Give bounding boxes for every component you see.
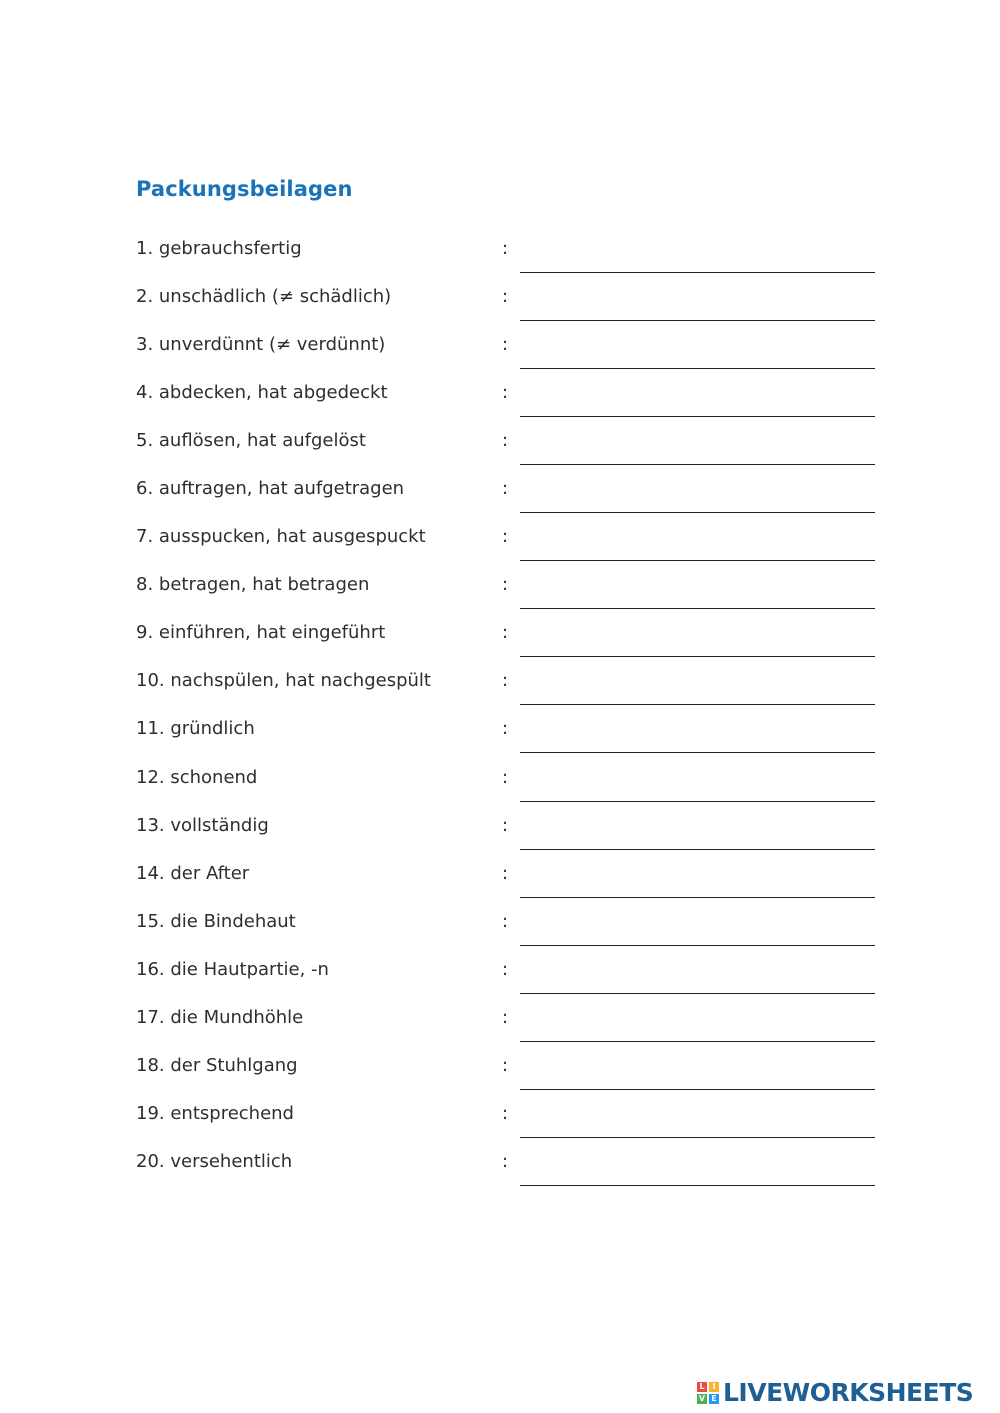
term-label: 4. abdecken, hat abgedeckt: [136, 382, 388, 404]
term-label: 3. unverdünnt (≠ verdünnt): [136, 334, 386, 356]
separator-colon: :: [502, 430, 509, 452]
answer-input[interactable]: [520, 671, 875, 705]
separator-colon: :: [502, 238, 509, 259]
term-label: 11. gründlich: [136, 718, 255, 740]
answer-input[interactable]: [520, 239, 875, 273]
answer-input[interactable]: [520, 816, 875, 850]
term-label: 15. die Bindehaut: [136, 910, 296, 932]
term-label: 20. versehentlich: [136, 1150, 293, 1172]
answer-input[interactable]: [520, 864, 875, 898]
term-label: 6. auftragen, hat aufgetragen: [136, 478, 405, 500]
logo-letter: E: [709, 1394, 719, 1404]
list-item: [0, 899, 1000, 947]
term-label: 10. nachspülen, hat nachgespült: [136, 670, 431, 692]
separator-colon: :: [502, 1006, 509, 1028]
term-label: 5. auflösen, hat aufgelöst: [136, 430, 366, 452]
term-label: 7. ausspucken, hat ausgespuckt: [136, 526, 426, 548]
answer-input[interactable]: [520, 719, 875, 753]
separator-colon: :: [502, 670, 509, 692]
term-label: 14. der After: [136, 862, 250, 884]
separator-colon: :: [502, 862, 509, 884]
answer-input[interactable]: [520, 623, 875, 657]
list-item: [0, 466, 1000, 514]
list-item: [0, 1091, 1000, 1139]
list-item: [0, 755, 1000, 803]
list-item: [0, 226, 1000, 274]
answer-input[interactable]: [520, 960, 875, 994]
separator-colon: :: [502, 1150, 509, 1172]
term-label: 17. die Mundhöhle: [136, 1006, 304, 1028]
worksheet-title: Packungsbeilagen: [136, 177, 353, 201]
list-item: [0, 322, 1000, 370]
separator-colon: :: [502, 286, 509, 308]
list-item: [0, 562, 1000, 610]
answer-input[interactable]: [520, 768, 875, 802]
term-label: 19. entsprechend: [136, 1102, 294, 1124]
list-item: [0, 610, 1000, 658]
separator-colon: :: [502, 622, 509, 644]
separator-colon: :: [502, 718, 509, 740]
separator-colon: :: [502, 766, 509, 788]
separator-colon: :: [502, 334, 509, 356]
separator-colon: :: [502, 814, 509, 836]
term-label: 8. betragen, hat betragen: [136, 574, 370, 596]
list-item: [0, 418, 1000, 466]
answer-input[interactable]: [520, 287, 875, 321]
term-label: 1. gebrauchsfertig: [136, 238, 302, 259]
list-item: [0, 1139, 1000, 1187]
list-item: [0, 706, 1000, 754]
list-item: [0, 370, 1000, 418]
separator-colon: :: [502, 526, 509, 548]
answer-input[interactable]: [520, 1104, 875, 1138]
term-label: 13. vollständig: [136, 814, 269, 836]
separator-colon: :: [502, 382, 509, 404]
list-item: [0, 658, 1000, 706]
term-label: 18. der Stuhlgang: [136, 1054, 298, 1076]
logo-letter: I: [709, 1382, 719, 1392]
logo-letter: V: [698, 1394, 706, 1403]
separator-colon: :: [502, 910, 509, 932]
vocabulary-list: [0, 226, 1000, 1187]
list-item: [0, 514, 1000, 562]
answer-input[interactable]: [520, 383, 875, 417]
answer-input[interactable]: [520, 912, 875, 946]
separator-colon: :: [502, 478, 509, 500]
list-item: [0, 1043, 1000, 1091]
answer-input[interactable]: [520, 335, 875, 369]
answer-input[interactable]: [520, 1056, 875, 1090]
answer-input[interactable]: [520, 527, 875, 561]
liveworksheets-wordmark: LIVEWORKSHEETS: [723, 1378, 974, 1407]
term-label: 2. unschädlich (≠ schädlich): [136, 286, 392, 308]
logo-letter: L: [697, 1382, 707, 1392]
answer-input[interactable]: [520, 1152, 875, 1186]
list-item: [0, 803, 1000, 851]
separator-colon: :: [502, 1054, 509, 1076]
separator-colon: :: [502, 1102, 509, 1124]
term-label: 9. einführen, hat eingeführt: [136, 622, 386, 644]
liveworksheets-branding: [697, 1378, 973, 1408]
list-item: [0, 274, 1000, 322]
list-item: [0, 947, 1000, 995]
separator-colon: :: [502, 574, 509, 596]
separator-colon: :: [502, 958, 509, 980]
liveworksheets-logo-icon: [697, 1382, 719, 1404]
answer-input[interactable]: [520, 431, 875, 465]
answer-input[interactable]: [520, 479, 875, 513]
list-item: [0, 851, 1000, 899]
term-label: 12. schonend: [136, 766, 258, 788]
answer-input[interactable]: [520, 575, 875, 609]
answer-input[interactable]: [520, 1008, 875, 1042]
term-label: 16. die Hautpartie, -n: [136, 958, 329, 980]
list-item: [0, 995, 1000, 1043]
